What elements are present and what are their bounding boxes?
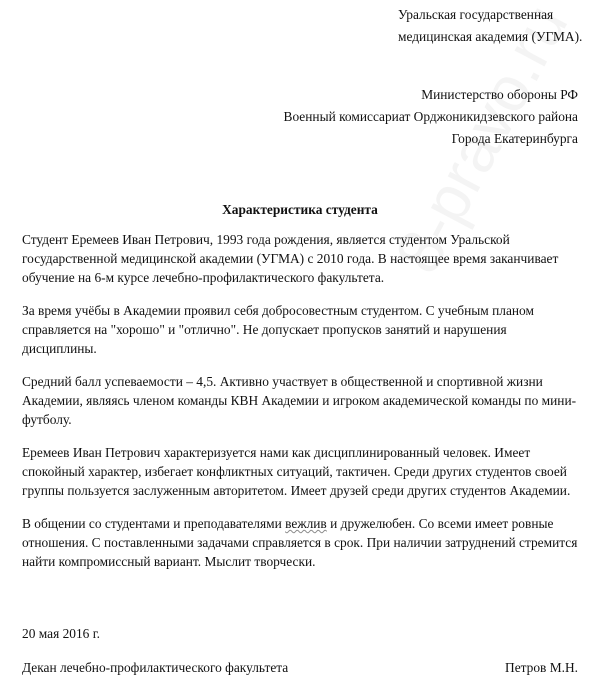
paragraph-2: За время учёбы в Академии проявил себя добросовестным студентом. С учебным планом справляется на "хорошо" и "отлично". Не допускает пропусков занятий и нарушения дисциплины. (22, 303, 534, 356)
signatory-position: Декан лечебно-профилактического факультета (22, 660, 289, 675)
institution-line-2: медицинская академия (УГМА). (398, 29, 583, 44)
paragraph-3: Средний балл успеваемости – 4,5. Активно участвует в общественной и спортивной жизни Академии, являясь членом команды КВН Академии и игроком академической команды по мини-футболу. (22, 374, 577, 427)
institution-header (398, 4, 583, 48)
paragraph-5 (22, 514, 582, 571)
document-title: Характеристика студента (222, 202, 378, 217)
signature-line (22, 660, 578, 676)
signatory-name: Петров М.Н. (505, 660, 578, 675)
recipient-line-3: Города Екатеринбурга (451, 131, 578, 146)
institution-line-1: Уральская государственная (398, 7, 554, 22)
recipient-line-2: Военный комиссариат Орджоникидзевского района (283, 109, 578, 124)
document-body (22, 230, 582, 585)
paragraph-5-end: и дружелюбен. Со всеми имеет ровные отношения. С поставленными задачами справляется в срок. При наличии затруднений стремится найти компромиссный вариант. Мыслит творчески. (22, 516, 578, 569)
recipient-header (255, 84, 578, 150)
document-date: 20 мая 2016 г. (22, 626, 101, 641)
paragraph-5-start: В общении со студентами и преподавателями (22, 516, 286, 531)
spellcheck-underlined-word: вежлив (285, 516, 327, 531)
paragraph-1: Студент Еремеев Иван Петрович, 1993 года рождения, является студентом Уральской государственной медицинской академии (УГМА) с 2010 года. В настоящее время заканчивает обучение на 6-м курсе лечебно-профилактического факультета. (22, 232, 559, 285)
recipient-line-1: Министерство обороны РФ (421, 87, 578, 102)
paragraph-4: Еремеев Иван Петрович характеризуется нами как дисциплинированный человек. Имеет спокойный характер, избегает конфликтных ситуаций, тактичен. Среди других студентов своей группы пользуется заслуженным авторитетом. Имеет друзей среди других студентов Академии. (22, 445, 571, 498)
